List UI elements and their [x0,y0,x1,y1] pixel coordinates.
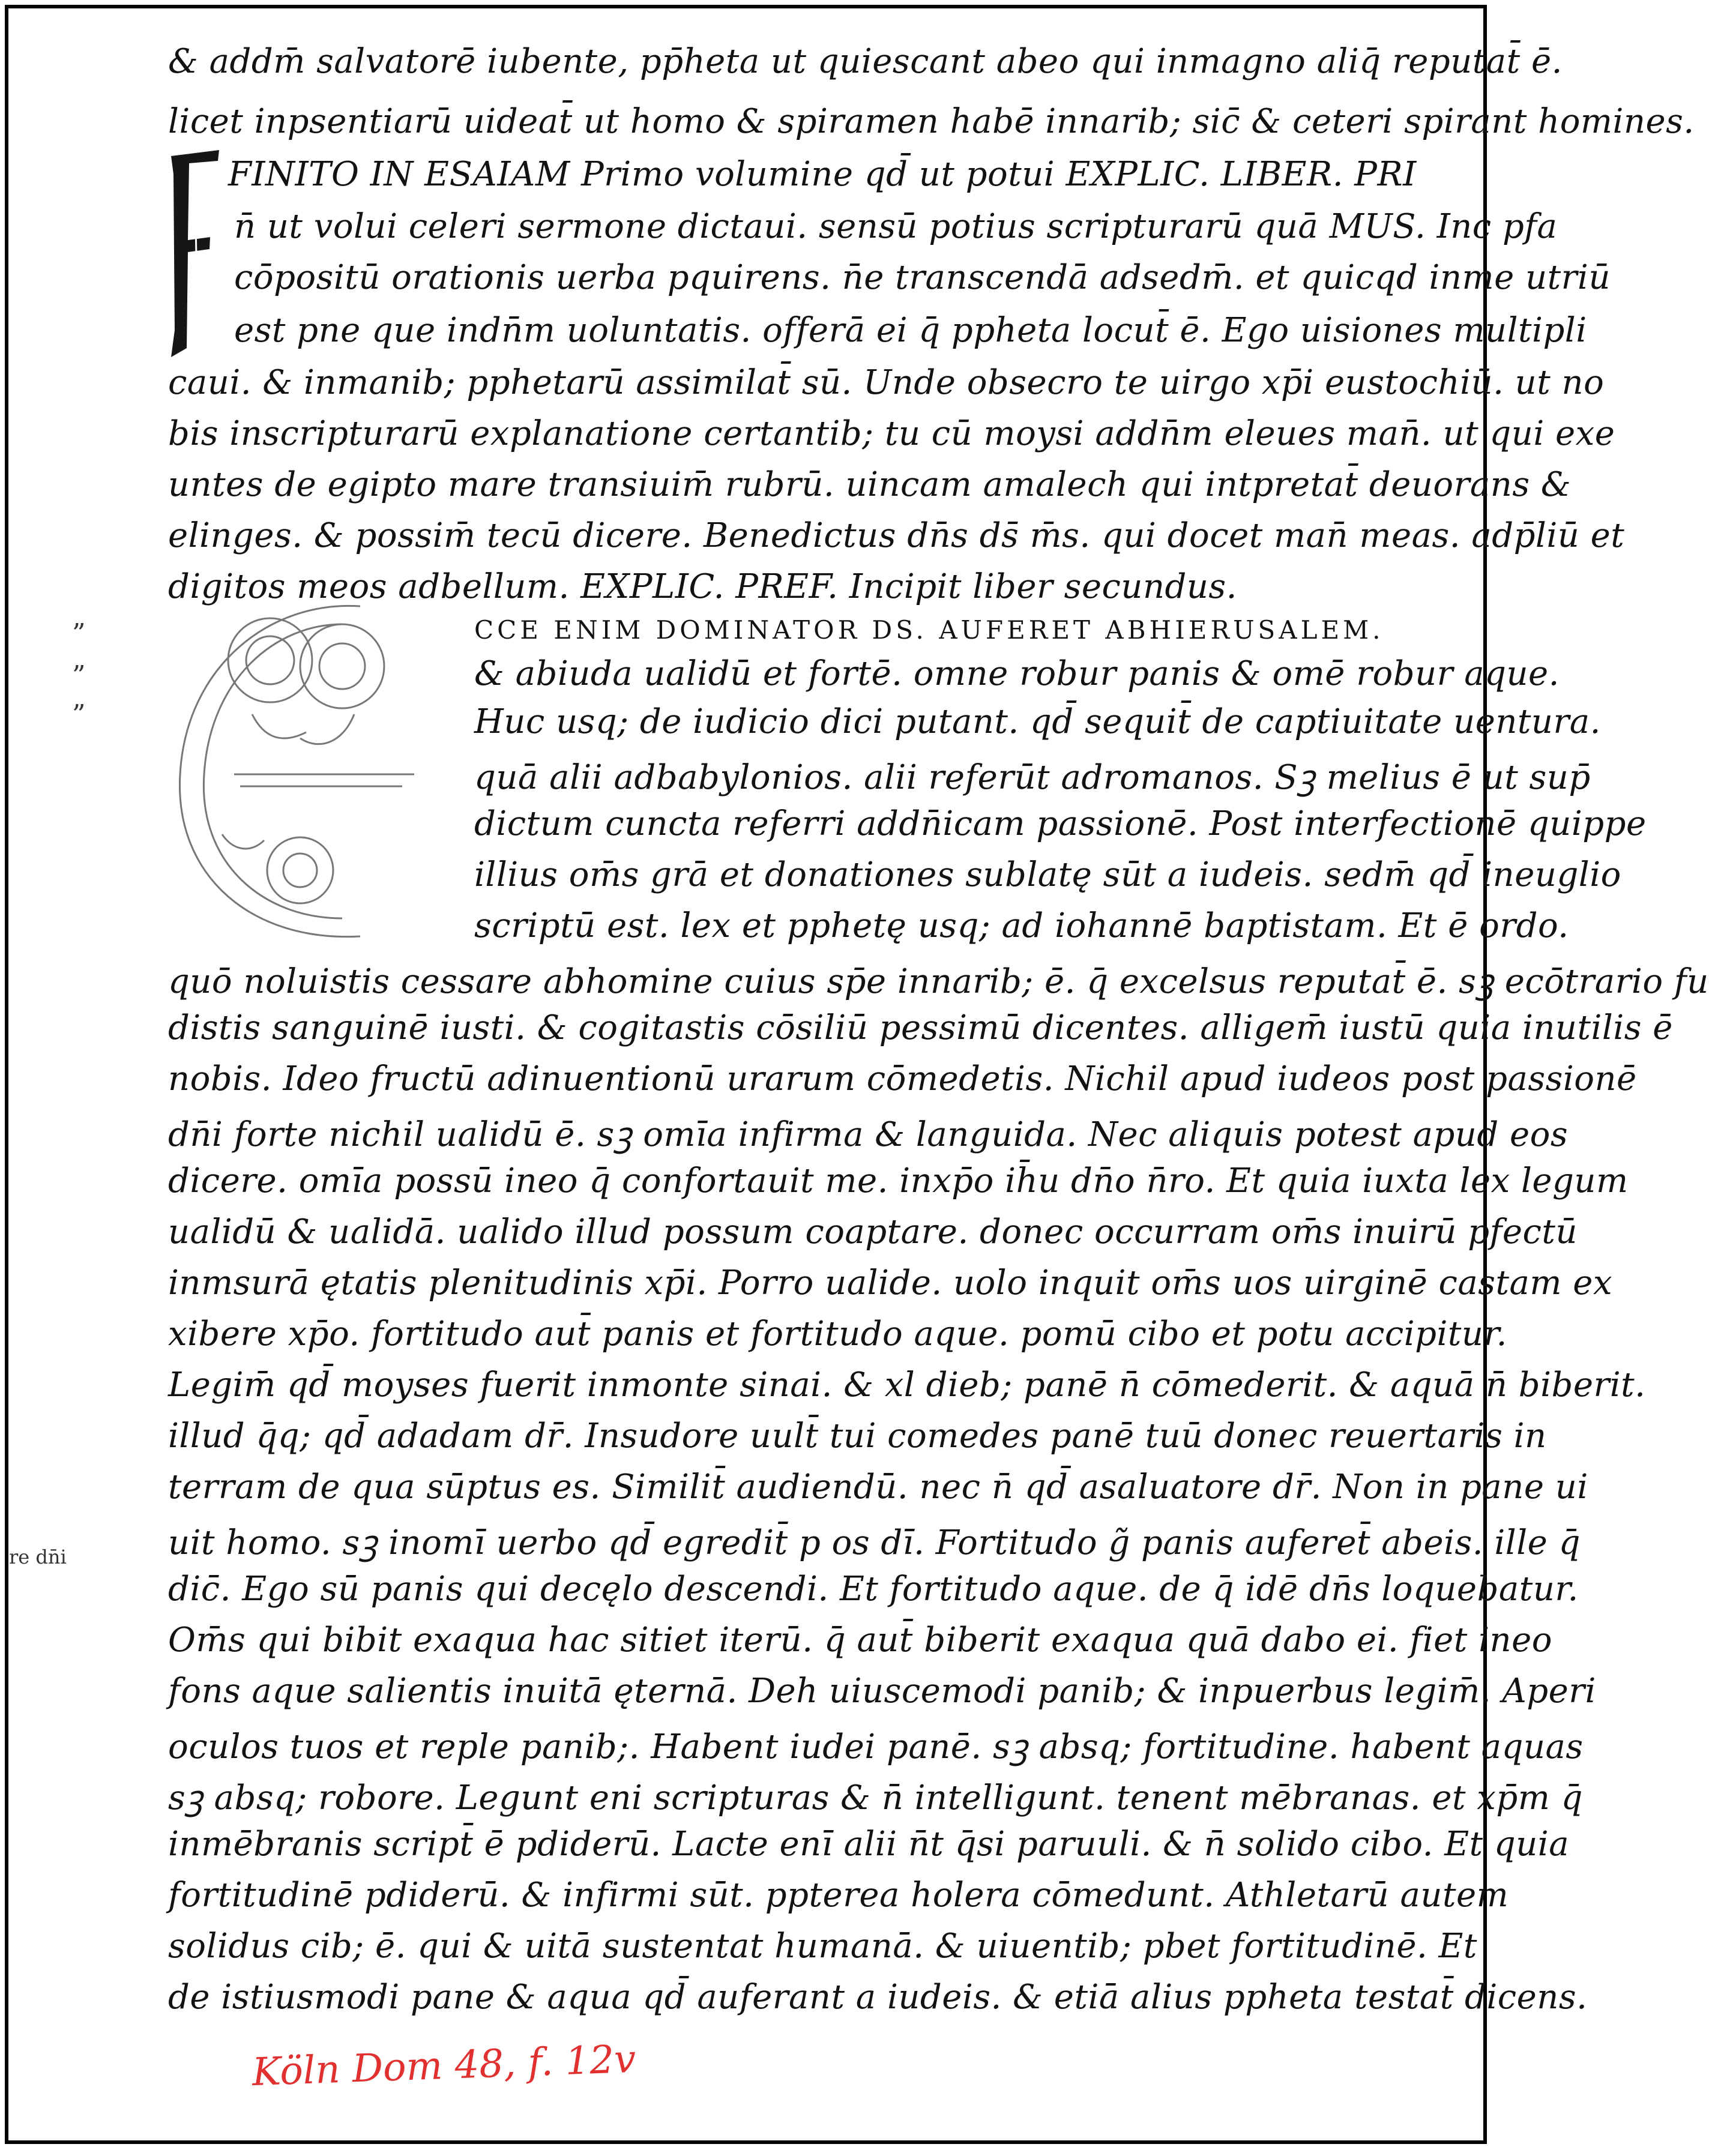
text-line: de istiusmodi pane & aqua qd̄ auferant a iudeis. & etiā alius ppheta testat̄ dicens. [168,1978,1588,2017]
text-line: cōpositū orationis uerba pquirens. n̄e transcendā adsedm̄. et quicqd inme utriū [234,258,1611,297]
text-line: sꝫ absq; robore. Legunt eni scripturas & n̄ intelligunt. tenent mēbranas. et xp̄m q̄ [168,1778,1583,1817]
text-line: distis sanguinē iusti. & cogitastis cōsiliū pessimū dicentes. alligem̄ iustū quia inutilis ē [168,1008,1673,1047]
text-line: xibere xp̄o. fortitudo aut̄ panis et fortitudo aque. pomū cibo et potu accipitur. [168,1314,1507,1354]
text-line: dic̄. Ego sū panis qui decęlo descendi. Et fortitudo aque. de q̄ idē dn̄s loquebatur. [168,1570,1579,1609]
text-line: & abiuda ualidū et fortē. omne robur panis & omē robur aque. [474,654,1560,693]
text-line: FINITO IN ESAIAM Primo volumine qd̄ ut potui EXPLIC. LIBER. PRI [228,155,1417,194]
initial-f-icon [159,150,225,357]
shelfmark-annotation: Köln Dom 48, f. 12v [251,2037,637,2095]
margin-quote-mark: ” [72,699,86,730]
text-line: illius om̄s grā et donationes sublatę sūt a iudeis. sedm̄ qd̄ ineuglio [474,855,1621,894]
text-line: Om̄s qui bibit exaqua hac sitiet iterū. q̄ aut̄ biberit exaqua quā dabo ei. fiet ineo [168,1621,1552,1660]
text-line: nobis. Ideo fructū adinuentionū urarum cōmedetis. Nichil apud iudeos post passionē [168,1059,1637,1098]
text-line: terram de qua sūptus es. Similit̄ audiendū. nec n̄ qd̄ asaluatore dr̄. Non in pane ui [168,1468,1588,1507]
text-line: n̄ ut volui celeri sermone dictaui. sensū potius scripturarū quā MUS. Inc pfa [234,207,1558,246]
text-line: ualidū & ualidā. ualido illud possum coaptare. donec occurram om̄s inuirū pfectū [168,1212,1578,1251]
text-line: quā alii adbabylonios. alii referūt adromanos. Sꝫ melius ē ut sup̄ [474,758,1591,797]
text-line: elinges. & possim̄ tecū dicere. Benedictus dn̄s ds̄ m̄s. qui docet man̄ meas. adp̄liū et [168,516,1625,555]
text-line: scriptū est. lex et pphetę usq; ad iohannē baptistam. Et ē ordo. [474,906,1569,945]
text-line: uit homo. sꝫ inomī uerbo qd̄ egredit̄ p os dī. Fortitudo g̃ panis auferet̄ abeis. ille q̄ [168,1523,1581,1562]
text-line: fons aque salientis inuitā ęternā. Deh uiuscemodi panib; & inpuerbus legim̄. Aperi [168,1672,1596,1711]
text-line: dictum cuncta referri addn̄icam passionē. Post interfectionē quippe [474,804,1647,843]
text-line: inmsurā ętatis plenitudinis xp̄i. Porro ualide. uolo inquit om̄s uos uirginē castam ex [168,1263,1613,1302]
text-line: bis inscripturarū explanatione certantib; tu cū moysi addn̄m eleues man̄. ut qui exe [168,414,1615,453]
chapter-heading: CCE ENIM DOMINATOR DS. AUFERET ABHIERUSALEM. [474,615,1384,645]
text-line: & addm̄ salvatorē iubente, pp̄heta ut quiescant abeo qui inmagno aliq̄ reputat̄ ē. [168,42,1563,81]
text-line: fortitudinē pdiderū. & infirmi sūt. ppterea holera cōmedunt. Athletarū autem [168,1876,1509,1915]
text-line: oculos tuos et reple panib;. Habent iudei panē. sꝫ absq; fortitudine. habent aquas [168,1727,1584,1766]
margin-quote-mark: ” [72,660,86,691]
text-line: digitos meos adbellum. EXPLIC. PREF. Incipit liber secundus. [168,567,1237,606]
text-line: licet inpsentiarū uideat̄ ut homo & spiramen habē innarib; sic̄ & ceteri spirant homines. [168,102,1695,141]
initial-e-icon [162,594,444,948]
text-line: caui. & inmanib; pphetarū assimilat̄ sū. Unde obsecro te uirgo xp̄i eustochiū. ut no [168,363,1605,402]
text-line: untes de egipto mare transiuim̄ rubrū. uincam amalech qui intpretat̄ deuorans & [168,465,1572,504]
text-line: Legim̄ qd̄ moyses fuerit inmonte sinai. & xl dieb; panē n̄ cōmederit. & aquā n̄ biberit. [168,1366,1646,1405]
margin-note: re dn̄i [9,1546,67,1568]
text-line: est pne que indn̄m uoluntatis. offerā ei q̄ ppheta locut̄ ē. Ego uisiones multipli [234,311,1587,350]
text-line: quō noluistis cessare abhomine cuius sp̄e innarib; ē. q̄ excelsus reputat̄ ē. sꝫ ecōtrario fu [168,962,1709,1001]
text-line: Huc usq; de iudicio dici putant. qd̄ sequit̄ de captiuitate uentura. [474,702,1601,741]
text-line: dicere. omīa possū ineo q̄ confortauit me. inxp̄o ih̄u dn̄o n̄ro. Et quia iuxta lex legum [168,1161,1629,1200]
margin-quote-mark: ” [72,618,86,649]
text-line: solidus cib; ē. qui & uitā sustentat humanā. & uiuentib; pbet fortitudinē. Et [168,1927,1477,1966]
text-line: dn̄i forte nichil ualidū ē. sꝫ omīa infirma & languida. Nec aliquis potest apud eos [168,1115,1569,1154]
text-line: inmēbranis script̄ ē pdiderū. Lacte enī alii n̄t q̄si paruuli. & n̄ solido cibo. Et quia [168,1825,1570,1864]
text-line: illud q̄q; qd̄ adadam dr̄. Insudore uult̄ tui comedes panē tuū donec reuertaris in [168,1417,1547,1456]
